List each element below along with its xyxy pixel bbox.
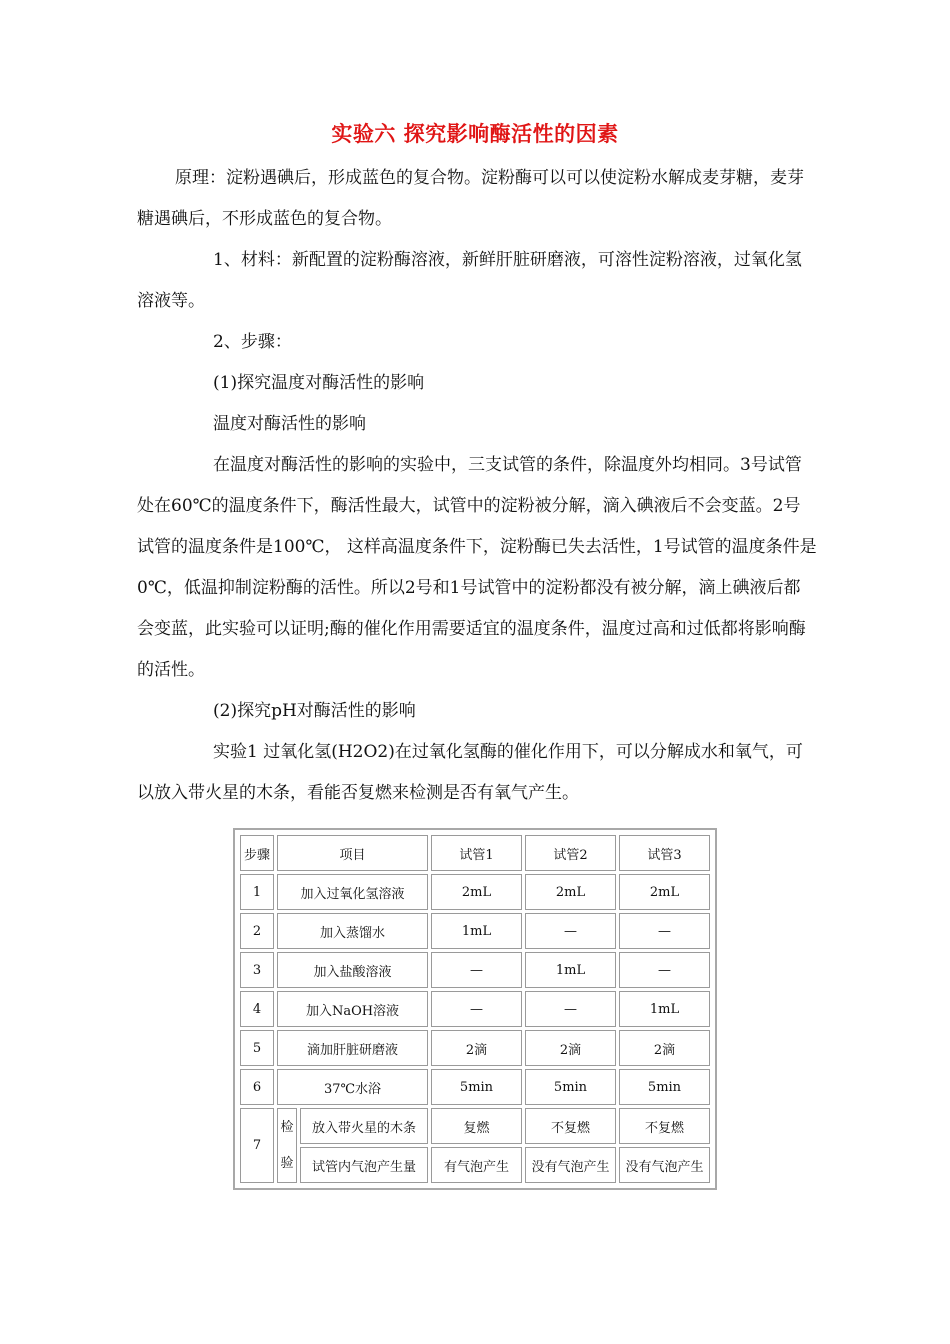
- cell-tube1: 1mL: [431, 913, 522, 949]
- cell-tube2: 没有气泡产生: [525, 1147, 616, 1183]
- document-title: 实验六 探究影响酶活性的因素: [331, 122, 619, 146]
- step2-heading: (2)探究pH对酶活性的影响: [213, 701, 416, 721]
- cell-step: 2: [240, 913, 274, 949]
- cell-tube3: 5min: [619, 1069, 710, 1105]
- cell-tube1: 2滴: [431, 1030, 522, 1066]
- cell-item: 37℃水浴: [277, 1069, 428, 1105]
- cell-step: 5: [240, 1030, 274, 1066]
- header-item: 项目: [277, 835, 428, 871]
- cell-tube2: 1mL: [525, 952, 616, 988]
- header-tube3: 试管3: [619, 835, 710, 871]
- group-label-bottom: 验: [280, 1155, 294, 1171]
- cell-tube1: 2mL: [431, 874, 522, 910]
- step1-subheading: 温度对酶活性的影响: [213, 414, 366, 434]
- cell-step: 4: [240, 991, 274, 1027]
- steps-heading: 2、步骤：: [213, 332, 292, 352]
- cell-tube2: —: [525, 991, 616, 1027]
- header-step: 步骤: [240, 835, 274, 871]
- step1-body: 在温度对酶活性的影响的实验中，三支试管的条件，除温度外均相同。3号试管处在60℃的温度条件下，酶活性最大，试管中的淀粉被分解，滴入碘液后不会变蓝。2号试管的温度条件是100℃， 这样高温度条件下，淀粉酶已失去活性，1号试管的温度条件是0℃，低温抑制淀粉酶的活性。所以2号和1号试管中的淀粉都没有被分解，滴上碘液后都会变蓝，此实验可以证明;酶的催化作用需要适宜的温度条件，温度过高和过低都将影响酶的活性。: [137, 455, 817, 680]
- document-body: [137, 158, 817, 814]
- table-row: [240, 1108, 710, 1144]
- experiment-table-frame: [233, 828, 717, 1190]
- table-row: [240, 913, 710, 949]
- table-row: [240, 1030, 710, 1066]
- step1-heading: (1)探究温度对酶活性的影响: [213, 373, 425, 393]
- cell-tube3: 2mL: [619, 874, 710, 910]
- cell-tube3: —: [619, 952, 710, 988]
- cell-group-check: [277, 1108, 297, 1183]
- group-label-top: 检: [280, 1119, 294, 1135]
- cell-tube3: 不复燃: [619, 1108, 710, 1144]
- table-row: [240, 1147, 710, 1183]
- cell-item: 滴加肝脏研磨液: [277, 1030, 428, 1066]
- header-tube2: 试管2: [525, 835, 616, 871]
- cell-item: 放入带火星的木条: [300, 1108, 428, 1144]
- cell-tube3: —: [619, 913, 710, 949]
- cell-item: 加入蒸馏水: [277, 913, 428, 949]
- cell-item: 加入NaOH溶液: [277, 991, 428, 1027]
- cell-tube1: —: [431, 952, 522, 988]
- cell-tube3: 2滴: [619, 1030, 710, 1066]
- principle-paragraph: 原理：淀粉遇碘后，形成蓝色的复合物。淀粉酶可以可以使淀粉水解成麦芽糖，麦芽糖遇碘后，不形成蓝色的复合物。: [137, 168, 804, 229]
- cell-tube2: 2mL: [525, 874, 616, 910]
- cell-step: 7: [240, 1108, 274, 1183]
- cell-tube1: 复燃: [431, 1108, 522, 1144]
- cell-tube1: 有气泡产生: [431, 1147, 522, 1183]
- table-row: [240, 1069, 710, 1105]
- cell-item: 加入盐酸溶液: [277, 952, 428, 988]
- table-row: [240, 952, 710, 988]
- cell-item: 加入过氧化氢溶液: [277, 874, 428, 910]
- table-row: [240, 874, 710, 910]
- cell-tube1: —: [431, 991, 522, 1027]
- cell-tube3: 1mL: [619, 991, 710, 1027]
- cell-step: 3: [240, 952, 274, 988]
- cell-step: 1: [240, 874, 274, 910]
- table-row: [240, 991, 710, 1027]
- table-header-row: [240, 835, 710, 871]
- header-tube1: 试管1: [431, 835, 522, 871]
- cell-tube3: 没有气泡产生: [619, 1147, 710, 1183]
- cell-tube2: —: [525, 913, 616, 949]
- cell-tube2: 不复燃: [525, 1108, 616, 1144]
- cell-tube2: 2滴: [525, 1030, 616, 1066]
- cell-tube2: 5min: [525, 1069, 616, 1105]
- cell-tube1: 5min: [431, 1069, 522, 1105]
- step2-body: 实验1 过氧化氢(H2O2)在过氧化氢酶的催化作用下，可以分解成水和氧气，可以放入带火星的木条，看能否复燃来检测是否有氧气产生。: [137, 742, 803, 803]
- experiment-table: [237, 832, 713, 1186]
- cell-step: 6: [240, 1069, 274, 1105]
- cell-item: 试管内气泡产生量: [300, 1147, 428, 1183]
- materials-paragraph: 1、材料：新配置的淀粉酶溶液，新鲜肝脏研磨液，可溶性淀粉溶液，过氧化氢溶液等。: [137, 250, 802, 311]
